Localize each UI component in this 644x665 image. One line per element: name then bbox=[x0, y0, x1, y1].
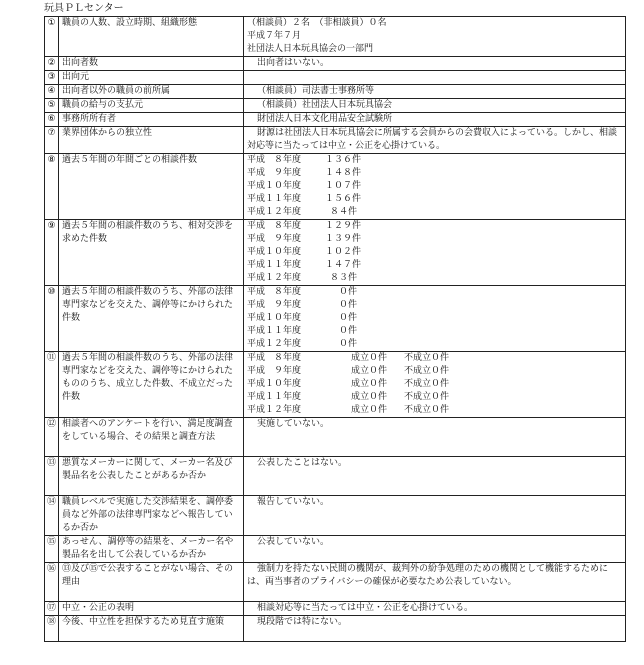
fiscal-year: 平成 ９年度 bbox=[247, 168, 302, 178]
table-row bbox=[45, 496, 626, 536]
value-line: 財団法人日本文化用品安全試験所 bbox=[257, 114, 393, 124]
item-value bbox=[244, 563, 626, 602]
settled-count: 成立０件 bbox=[350, 392, 387, 402]
table-row bbox=[45, 57, 626, 71]
item-label: 過去５年間の相談件数のうち、外部の法律専門家などを交えた、調停等にかけられたもののうち、成立した件数、不成立だった件数 bbox=[59, 352, 244, 418]
fiscal-year: 平成１２年度 bbox=[247, 273, 302, 283]
unsettled-count: 不成立０件 bbox=[403, 405, 449, 415]
value-line: 実施していない。 bbox=[257, 419, 330, 429]
count-line bbox=[247, 286, 622, 299]
table-row bbox=[45, 536, 626, 563]
case-count: １４７件 bbox=[325, 260, 362, 270]
count-line bbox=[247, 233, 622, 246]
case-count: ０件 bbox=[338, 287, 357, 297]
case-count: １５６件 bbox=[325, 194, 362, 204]
item-value bbox=[244, 85, 626, 99]
fiscal-year: 平成１１年度 bbox=[247, 260, 302, 270]
fiscal-year: 平成１１年度 bbox=[247, 326, 302, 336]
item-value bbox=[244, 602, 626, 616]
value-line: 報告していない。 bbox=[257, 497, 330, 507]
item-value bbox=[244, 154, 626, 220]
result-line bbox=[247, 378, 622, 391]
case-count: ８４件 bbox=[329, 207, 357, 217]
item-value bbox=[244, 457, 626, 496]
item-number: ⑤ bbox=[45, 99, 59, 113]
settled-count: 成立０件 bbox=[350, 405, 387, 415]
case-count: １３９件 bbox=[325, 234, 362, 244]
table-row bbox=[45, 616, 626, 642]
item-number: ⑰ bbox=[45, 602, 59, 616]
item-number: ① bbox=[45, 17, 59, 57]
count-line bbox=[247, 312, 622, 325]
table-row bbox=[45, 127, 626, 154]
fiscal-year: 平成１０年度 bbox=[247, 181, 302, 191]
table-row bbox=[45, 154, 626, 220]
item-number: ⑬ bbox=[45, 457, 59, 496]
value-line: 公表したことはない。 bbox=[257, 458, 348, 468]
item-label: あっせん、調停等の結果を、メーカー名や製品名を出して公表しているか否か bbox=[59, 536, 244, 563]
item-label: 悪質なメーカーに関して、メーカー名及び製品名を公表したことがあるか否か bbox=[59, 457, 244, 496]
count-line bbox=[247, 325, 622, 338]
item-label: 過去５年間の相談件数のうち、相対交渉を求めた件数 bbox=[59, 220, 244, 286]
result-line bbox=[247, 404, 622, 417]
count-line bbox=[247, 180, 622, 193]
item-number: ⑥ bbox=[45, 113, 59, 127]
fiscal-year: 平成１１年度 bbox=[247, 392, 302, 402]
fiscal-year: 平成１２年度 bbox=[247, 405, 302, 415]
unsettled-count: 不成立０件 bbox=[403, 379, 449, 389]
item-label: 中立・公正の表明 bbox=[59, 602, 244, 616]
fiscal-year: 平成 ８年度 bbox=[247, 155, 302, 165]
fiscal-year: 平成 ９年度 bbox=[247, 300, 302, 310]
item-label: 出向元 bbox=[59, 71, 244, 85]
item-number: ② bbox=[45, 57, 59, 71]
value-line: 公表していない。 bbox=[257, 537, 330, 547]
item-number: ⑧ bbox=[45, 154, 59, 220]
fiscal-year: 平成１０年度 bbox=[247, 379, 302, 389]
item-value bbox=[244, 536, 626, 563]
item-number: ⑪ bbox=[45, 352, 59, 418]
item-value bbox=[244, 220, 626, 286]
value-line: （相談員）２名 （非相談員）０名 bbox=[247, 18, 387, 28]
count-line bbox=[247, 193, 622, 206]
table-row bbox=[45, 71, 626, 85]
fiscal-year: 平成１１年度 bbox=[247, 194, 302, 204]
unsettled-count: 不成立０件 bbox=[403, 392, 449, 402]
fiscal-year: 平成１０年度 bbox=[247, 313, 302, 323]
case-count: １３６件 bbox=[325, 155, 362, 165]
table-row bbox=[45, 99, 626, 113]
item-number: ⑯ bbox=[45, 563, 59, 602]
item-label: 出向者数 bbox=[59, 57, 244, 71]
table-row bbox=[45, 352, 626, 418]
case-count: ０件 bbox=[338, 326, 357, 336]
value-line: 平成７年７月 bbox=[247, 31, 302, 41]
count-line bbox=[247, 338, 622, 351]
item-value bbox=[244, 352, 626, 418]
case-count: ０件 bbox=[338, 300, 357, 310]
fiscal-year: 平成１２年度 bbox=[247, 207, 302, 217]
item-number: ⑱ bbox=[45, 616, 59, 642]
case-count: ０件 bbox=[338, 313, 357, 323]
settled-count: 成立０件 bbox=[350, 366, 387, 376]
item-value bbox=[244, 496, 626, 536]
item-label: 過去５年間の年間ごとの相談件数 bbox=[59, 154, 244, 220]
item-label: ⑬及び⑮で公表することがない場合、その理由 bbox=[59, 563, 244, 602]
count-line bbox=[247, 299, 622, 312]
item-label: 業界団体からの独立性 bbox=[59, 127, 244, 154]
item-label: 出向者以外の職員の前所属 bbox=[59, 85, 244, 99]
item-label: 今後、中立性を担保するため見直す施策 bbox=[59, 616, 244, 642]
result-line bbox=[247, 391, 622, 404]
fiscal-year: 平成 ９年度 bbox=[247, 366, 302, 376]
fiscal-year: 平成 ８年度 bbox=[247, 221, 302, 231]
item-number: ⑨ bbox=[45, 220, 59, 286]
fiscal-year: 平成１０年度 bbox=[247, 247, 302, 257]
table-row bbox=[45, 17, 626, 57]
count-line bbox=[247, 206, 622, 219]
table-row bbox=[45, 220, 626, 286]
item-value bbox=[244, 71, 626, 85]
value-line: 相談対応等に当たっては中立・公正を心掛けている。 bbox=[257, 603, 474, 613]
fiscal-year: 平成１２年度 bbox=[247, 339, 302, 349]
item-value bbox=[244, 286, 626, 352]
unsettled-count: 不成立０件 bbox=[403, 366, 449, 376]
case-count: ８３件 bbox=[329, 273, 357, 283]
item-number: ⑦ bbox=[45, 127, 59, 154]
result-line bbox=[247, 365, 622, 378]
item-number: ⑭ bbox=[45, 496, 59, 536]
item-label: 職員レベルで実施した交渉結果を、調停委員など外部の法律専門家などへ報告しているか否か bbox=[59, 496, 244, 536]
value-line: 出向者はいない。 bbox=[257, 58, 330, 68]
item-label: 職員の給与の支払元 bbox=[59, 99, 244, 113]
table-row bbox=[45, 286, 626, 352]
item-value bbox=[244, 57, 626, 71]
count-line bbox=[247, 154, 622, 167]
count-line bbox=[247, 246, 622, 259]
item-label: 過去５年間の相談件数のうち、外部の法律専門家などを交えた、調停等にかけられた件数 bbox=[59, 286, 244, 352]
item-number: ⑩ bbox=[45, 286, 59, 352]
value-line: （相談員）社団法人日本玩具協会 bbox=[257, 100, 393, 110]
item-value bbox=[244, 17, 626, 57]
item-value bbox=[244, 99, 626, 113]
count-line bbox=[247, 259, 622, 272]
item-number: ④ bbox=[45, 85, 59, 99]
fiscal-year: 平成 ９年度 bbox=[247, 234, 302, 244]
case-count: １０７件 bbox=[325, 181, 362, 191]
count-line bbox=[247, 272, 622, 285]
item-value bbox=[244, 616, 626, 642]
value-line: 現段階では特にない。 bbox=[257, 617, 348, 627]
item-label: 職員の人数、設立時期、組織形態 bbox=[59, 17, 244, 57]
table-row bbox=[45, 85, 626, 99]
case-count: ０件 bbox=[338, 339, 357, 349]
item-value bbox=[244, 418, 626, 457]
fiscal-year: 平成 ８年度 bbox=[247, 287, 302, 297]
value-line: 社団法人日本玩具協会の一部門 bbox=[247, 44, 374, 54]
item-value bbox=[244, 127, 626, 154]
item-value bbox=[244, 113, 626, 127]
value-text: 財源は社団法人日本玩具協会に所属する会員からの会費収入によっている。しかし、相談対応等に当たっては中立・公正を心掛けている。 bbox=[247, 128, 618, 151]
item-number: ⑫ bbox=[45, 418, 59, 457]
item-label: 事務所所有者 bbox=[59, 113, 244, 127]
table-row bbox=[45, 602, 626, 616]
settled-count: 成立０件 bbox=[350, 353, 387, 363]
case-count: １４８件 bbox=[325, 168, 362, 178]
value-line: （相談員）司法書士事務所等 bbox=[257, 86, 375, 96]
table-row bbox=[45, 113, 626, 127]
center-title: 玩具ＰＬセンター bbox=[44, 3, 124, 14]
profile-table bbox=[44, 16, 626, 642]
settled-count: 成立０件 bbox=[350, 379, 387, 389]
table-row bbox=[45, 418, 626, 457]
case-count: １０２件 bbox=[325, 247, 362, 257]
result-line bbox=[247, 352, 622, 365]
item-label: 相談者へのアンケートを行い、満足度調査をしている場合、その結果と調査方法 bbox=[59, 418, 244, 457]
table-row bbox=[45, 457, 626, 496]
fiscal-year: 平成 ８年度 bbox=[247, 353, 302, 363]
count-line bbox=[247, 220, 622, 233]
value-text: 強制力を持たない民間の機関が、裁判外の紛争処理のための機関として機能するためには、両当事者のプライバシーの確保が必要なため公表していない。 bbox=[247, 564, 609, 587]
count-line bbox=[247, 167, 622, 180]
item-number: ③ bbox=[45, 71, 59, 85]
case-count: １２９件 bbox=[325, 221, 362, 231]
item-number: ⑮ bbox=[45, 536, 59, 563]
unsettled-count: 不成立０件 bbox=[403, 353, 449, 363]
table-row bbox=[45, 563, 626, 602]
